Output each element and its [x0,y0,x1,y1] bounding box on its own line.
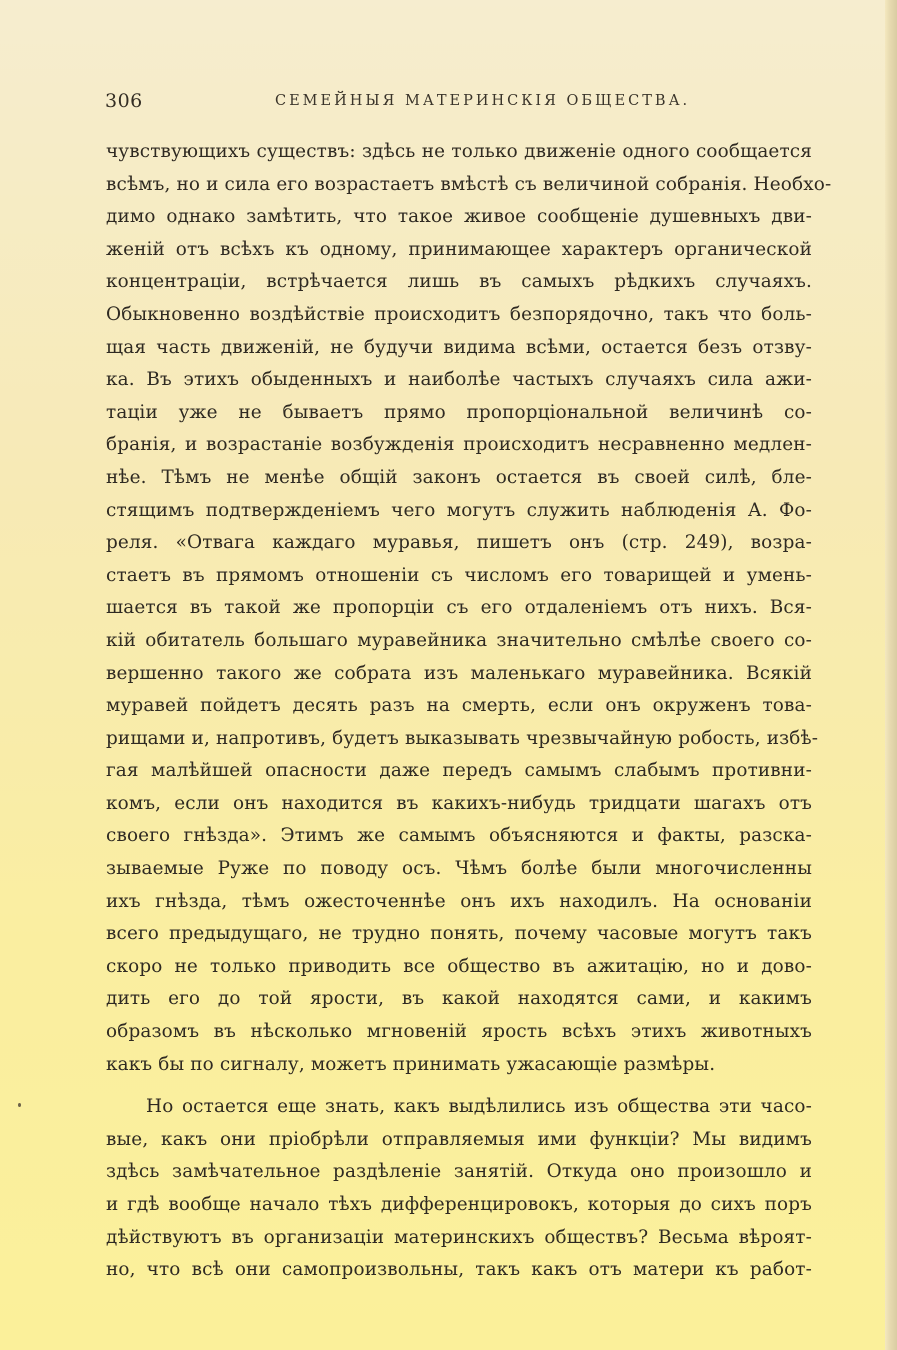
text-line: вые, какъ они пріобрѣли отправляемыя ими функціи? Мы видимъ [106,1128,812,1150]
text-line: ихъ гнѣзда, тѣмъ ожесточеннѣе онъ ихъ находилъ. На основаніи [106,890,812,912]
text-line: женій отъ всѣхъ къ одному, принимающее характеръ органической [106,238,812,260]
text-line: реля. «Отвага каждаго муравья, пишетъ онъ (стр. 249), возра- [106,532,812,554]
text-line: таціи уже не бываетъ прямо пропорціональной величинѣ со- [106,401,812,423]
text-line: и гдѣ вообще начало тѣхъ дифференцировокъ, которыя до сихъ поръ [106,1194,812,1215]
text-line: кій обитатель большаго муравейника значительно смѣлѣе своего со- [106,629,812,651]
text-line: муравей пойдетъ десять разъ на смерть, если онъ окруженъ това- [106,695,812,717]
text-line: шается въ такой же пропорціи съ его отдаленіемъ отъ нихъ. Вся- [106,597,812,619]
paragraph-1 [106,136,832,1081]
text-line: Обыкновенно воздѣйствіе происходитъ безпорядочно, такъ что боль- [106,303,812,325]
text-line: бранія, и возрастаніе возбужденія происходитъ несравненно медлен- [106,434,812,456]
text-line: дѣйствуютъ въ организаціи материнскихъ обществъ? Весьма вѣроят- [106,1226,812,1248]
text-line: рищами и, напротивъ, будетъ выказывать чрезвычайную робость, избѣ- [106,727,819,749]
text-line: гая малѣйшей опасности даже передъ самымъ слабымъ противни- [106,760,812,782]
text-line: ка. Въ этихъ обыденныхъ и наиболѣе частыхъ случаяхъ сила ажи- [106,369,812,391]
text-line: щая часть движеній, не будучи видима всѣми, остается безъ отзву- [106,336,812,358]
text-line: концентраціи, встрѣчается лишь въ самыхъ рѣдкихъ случаяхъ. [106,271,812,293]
page-header [105,90,811,114]
text-line: но, что всѣ они самопроизвольны, такъ какъ отъ матери къ работ- [106,1259,812,1281]
text-line: какъ бы по сигналу, можетъ принимать ужасающіе размѣры. [106,1053,716,1075]
page-edge [885,0,897,1350]
text-line: дить его до той ярости, въ какой находятся сами, и какимъ [106,988,812,1010]
text-line: своего гнѣзда». Этимъ же самымъ объясняются и факты, разска- [106,825,812,847]
paragraph-2 [106,1091,812,1287]
paper-speck [18,1103,21,1107]
text-line: здѣсь замѣчательное раздѣленіе занятій. Откуда оно произошло и [106,1161,812,1183]
text-line: комъ, если онъ находится въ какихъ-нибудь тридцати шагахъ отъ [106,792,812,814]
text-line: стаетъ въ прямомъ отношеніи съ числомъ его товарищей и умень- [106,564,812,586]
text-line: скоро не только приводить все общество въ ажитацію, но и дово- [106,955,812,977]
text-line: чувствующихъ существъ: здѣсь не только движеніе одного сообщается [106,141,812,162]
page-number: 306 [105,90,143,112]
text-line: образомъ въ нѣсколько мгновеній ярость всѣхъ этихъ животныхъ [106,1021,812,1043]
paragraph-gap [106,1081,812,1091]
text-line: зываемые Руже по поводу осъ. Чѣмъ болѣе были многочисленны [106,858,812,880]
running-title: СЕМЕЙНЫЯ МАТЕРИНСКІЯ ОБЩЕСТВА. [275,93,691,109]
text-line: вершенно такого же собрата изъ маленькаго муравейника. Всякій [106,662,812,684]
text-line: стящимъ подтвержденіемъ чего могутъ служить наблюденія А. Фо- [106,499,812,521]
text-line: всѣмъ, но и сила его возрастаетъ вмѣстѣ съ величиной собранія. Необхо- [106,173,832,195]
text-line: Но остается еще знать, какъ выдѣлились изъ общества эти часо- [146,1096,812,1118]
text-line: всего предыдущаго, не трудно понять, почему часовые могутъ такъ [106,923,812,945]
text-line: димо однако замѣтить, что такое живое сообщеніе душевныхъ дви- [106,206,812,228]
text-line: нѣе. Тѣмъ не менѣе общій законъ остается въ своей силѣ, бле- [106,466,812,488]
body-text [106,136,832,1287]
